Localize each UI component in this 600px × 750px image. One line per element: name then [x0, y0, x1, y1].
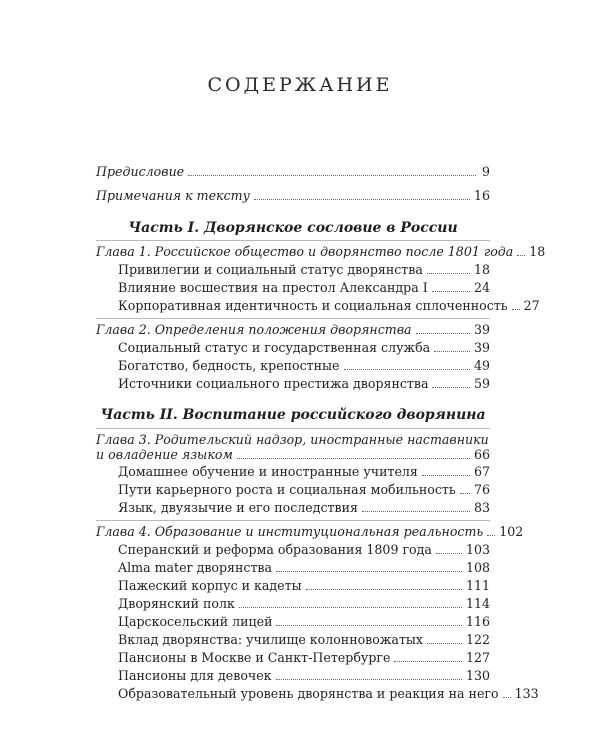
dot-leader — [239, 607, 462, 608]
dot-leader — [237, 458, 470, 459]
toc-entry-label: Домашнее обучение и иностранные учителя — [118, 464, 418, 479]
toc-page-number: 76 — [473, 482, 490, 497]
toc-page-number: 122 — [465, 632, 490, 647]
dot-leader — [276, 571, 462, 572]
part-2-heading[interactable]: Часть II. Воспитание российского дворянина — [100, 407, 486, 423]
toc-entry-label: Влияние восшествия на престол Александра I — [118, 280, 428, 295]
toc-entry-label: Дворянский полк — [118, 596, 235, 611]
dot-leader — [503, 697, 511, 698]
toc-section[interactable] — [118, 560, 490, 576]
toc-page-number: 39 — [473, 340, 490, 355]
page-title: СОДЕРЖАНИЕ — [207, 74, 393, 96]
toc-page-number: 133 — [514, 686, 539, 701]
toc-page-number: 116 — [465, 614, 490, 629]
dot-leader — [416, 333, 470, 334]
toc-entry-label: Глава 4. Образование и институциональная реальность — [96, 524, 484, 539]
toc-entry-preface[interactable] — [96, 164, 490, 180]
toc-entry-label-continued: и овладение языком — [96, 447, 233, 462]
toc-entry-label: Язык, двуязычие и его последствия — [118, 500, 358, 515]
divider — [96, 318, 490, 319]
toc-entry-label: Вклад дворянства: училище колонновожатых — [118, 632, 424, 647]
toc-page-number: 59 — [473, 376, 490, 391]
toc-entry-label: Царскосельский лицей — [118, 614, 273, 629]
toc-section[interactable] — [118, 500, 490, 516]
toc-page-number: 130 — [465, 668, 490, 683]
toc-entry-label: Глава 3. Родительский надзор, иностранные наставники — [96, 432, 489, 447]
toc-page-number: 67 — [473, 464, 490, 479]
dot-leader — [512, 309, 520, 310]
toc-entry-label: Социальный статус и государственная служба — [118, 340, 431, 355]
toc-section[interactable] — [118, 482, 490, 498]
toc-page-number: 39 — [473, 322, 490, 337]
toc-page-number: 49 — [473, 358, 490, 373]
dot-leader — [254, 199, 470, 200]
toc-entry-label: Сперанский и реформа образования 1809 года — [118, 542, 432, 557]
toc-section[interactable] — [118, 280, 490, 296]
dot-leader — [432, 387, 469, 388]
dot-leader — [460, 493, 470, 494]
dot-leader — [394, 661, 462, 662]
dot-leader — [306, 589, 462, 590]
toc-chapter-4[interactable] — [96, 524, 524, 540]
toc-page-number: 103 — [465, 542, 490, 557]
toc-section[interactable] — [118, 340, 490, 356]
divider — [96, 428, 490, 429]
toc-entry-label: Глава 1. Российское общество и дворянство после 1801 года — [96, 244, 514, 259]
dot-leader — [487, 535, 495, 536]
dot-leader — [276, 625, 461, 626]
toc-section[interactable] — [118, 542, 490, 558]
dot-leader — [344, 369, 470, 370]
toc-entry-label: Источники социального престижа дворянства — [118, 376, 429, 391]
toc-chapter-1[interactable] — [96, 244, 546, 260]
toc-section[interactable] — [118, 686, 539, 702]
toc-section[interactable] — [118, 464, 490, 480]
toc-page-number: 83 — [473, 500, 490, 515]
toc-page-number: 111 — [465, 578, 490, 593]
toc-section[interactable] — [118, 578, 490, 594]
toc-section[interactable] — [118, 262, 490, 278]
toc-page-number: 108 — [465, 560, 490, 575]
dot-leader — [432, 291, 470, 292]
dot-leader — [362, 511, 470, 512]
toc-page-number: 16 — [473, 188, 490, 203]
toc-entry-label: Предисловие — [96, 164, 185, 179]
toc-section[interactable] — [118, 298, 540, 314]
toc-entry-label: Корпоративная идентичность и социальная сплоченность — [118, 298, 508, 313]
dot-leader — [276, 679, 462, 680]
toc-page-number: 18 — [529, 244, 546, 259]
toc-entry-label: Глава 2. Определения положения дворянства — [96, 322, 412, 337]
toc-chapter-2[interactable] — [96, 322, 490, 338]
toc-entry-label: Пансионы в Москве и Санкт-Петербурге — [118, 650, 391, 665]
toc-page-number: 66 — [473, 447, 490, 462]
toc-section[interactable] — [118, 596, 490, 612]
toc-section[interactable] — [118, 632, 490, 648]
toc-page-number: 24 — [473, 280, 490, 295]
dot-leader — [427, 273, 470, 274]
dot-leader — [427, 643, 462, 644]
toc-entry-label: Пажеский корпус и кадеты — [118, 578, 302, 593]
divider — [96, 240, 490, 241]
toc-entry-label: Примечания к тексту — [96, 188, 250, 203]
toc-page-number: 114 — [465, 596, 490, 611]
toc-entry-label: Пути карьерного роста и социальная мобильность — [118, 482, 456, 497]
toc-section[interactable] — [118, 376, 490, 392]
toc-section[interactable] — [118, 650, 490, 666]
toc-section[interactable] — [118, 614, 490, 630]
toc-page-number: 9 — [481, 164, 490, 179]
toc-section[interactable] — [118, 358, 490, 374]
part-1-heading[interactable]: Часть I. Дворянское сословие в России — [128, 220, 458, 236]
toc-entry-label: Образовательный уровень дворянства и реакция на него — [118, 686, 499, 701]
toc-entry-label: Привилегии и социальный статус дворянства — [118, 262, 423, 277]
dot-leader — [517, 255, 525, 256]
toc-entry-label: Богатство, бедность, крепостные — [118, 358, 340, 373]
toc-page-number: 127 — [465, 650, 490, 665]
divider — [96, 520, 490, 521]
toc-entry-label: Alma mater дворянства — [118, 560, 273, 575]
toc-chapter-3[interactable] — [96, 432, 490, 462]
dot-leader — [436, 553, 462, 554]
toc-page-number: 102 — [499, 524, 524, 539]
dot-leader — [422, 475, 470, 476]
toc-page-number: 27 — [523, 298, 540, 313]
toc-page-number: 18 — [473, 262, 490, 277]
dot-leader — [188, 175, 476, 176]
toc-entry-label: Пансионы для девочек — [118, 668, 272, 683]
toc-entry-notes[interactable] — [96, 188, 490, 204]
toc-section[interactable] — [118, 668, 490, 684]
dot-leader — [434, 351, 470, 352]
